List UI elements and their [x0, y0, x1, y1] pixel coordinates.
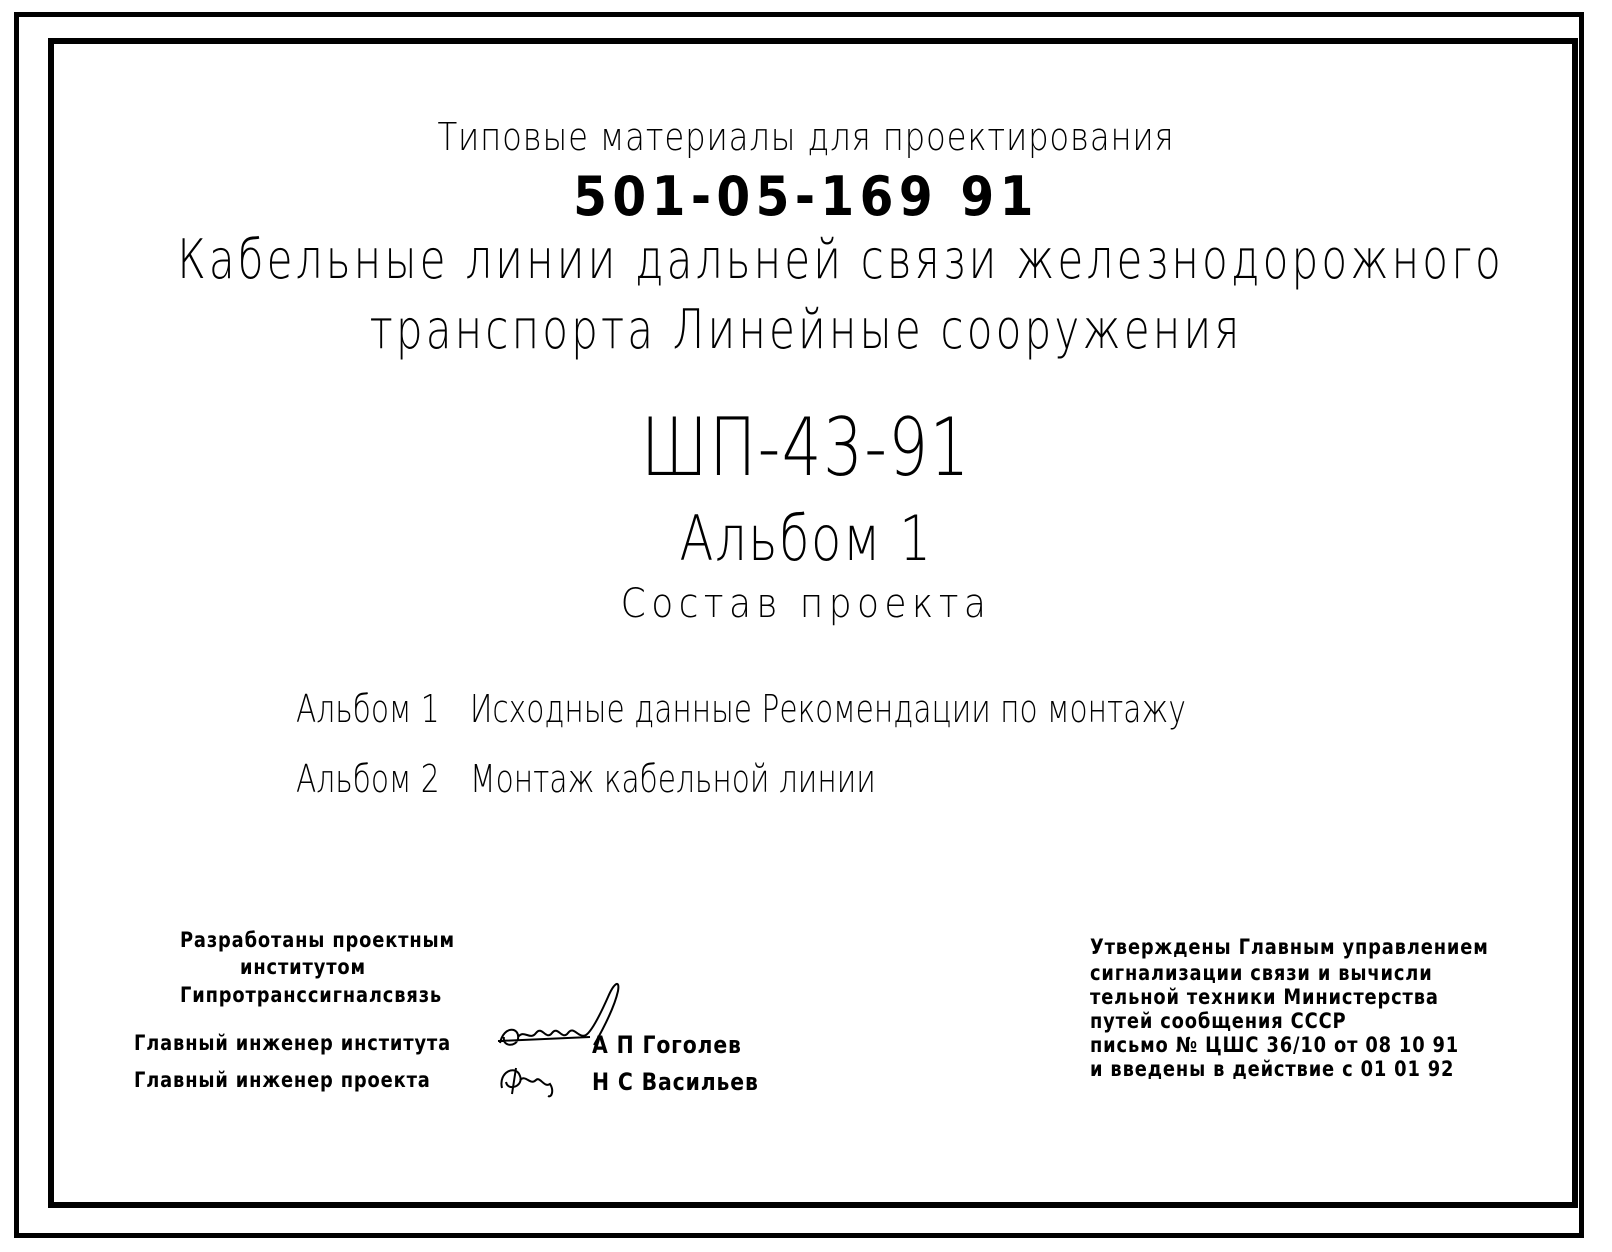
approval-line-2: сигнализации связи и вычисли [1090, 961, 1433, 985]
developer-line-1: Разработаны проектным [180, 928, 455, 952]
signature-name-2: Н С Васильев [592, 1068, 759, 1096]
contents-album-2-label: Альбом 2 [296, 757, 440, 801]
developer-line-3: Гипротранссигналсвязь [180, 983, 443, 1007]
signature-name-1: А П Гоголев [592, 1031, 742, 1059]
handwritten-signature-1 [490, 975, 640, 1055]
approval-line-6: и введены в действие с 01 01 92 [1090, 1057, 1455, 1081]
document-code: 501-05-169 91 [573, 165, 1039, 228]
approval-line-4: путей сообщения СССР [1090, 1009, 1347, 1033]
contents-album-1-label: Альбом 1 [296, 687, 440, 731]
signature-role-2: Главный инженер проекта [134, 1068, 431, 1092]
approval-line-1: Утверждены Главным управлением [1090, 935, 1489, 959]
designation: ШП-43-91 [641, 401, 971, 494]
contents-album-2-description: Монтаж кабельной линии [470, 757, 876, 801]
series-label: Типовые материалы для проектирования [437, 115, 1175, 159]
contents-heading: Состав проекта [620, 581, 992, 627]
album-title: Альбом 1 [679, 502, 933, 575]
handwritten-signature-2 [494, 1058, 564, 1103]
contents-album-1-description: Исходные данные Рекомендации по монтажу [470, 687, 1186, 731]
approval-line-3: тельной техники Министерства [1090, 985, 1439, 1009]
title-line-2: транспорта Линейные сооружения [369, 298, 1243, 361]
title-line-1: Кабельные линии дальней связи железнодорожного [177, 228, 1504, 291]
signature-role-1: Главный инженер института [134, 1031, 452, 1055]
developer-line-2: институтом [240, 955, 366, 979]
approval-line-5: письмо № ЦШС 36/10 от 08 10 91 [1090, 1033, 1460, 1057]
